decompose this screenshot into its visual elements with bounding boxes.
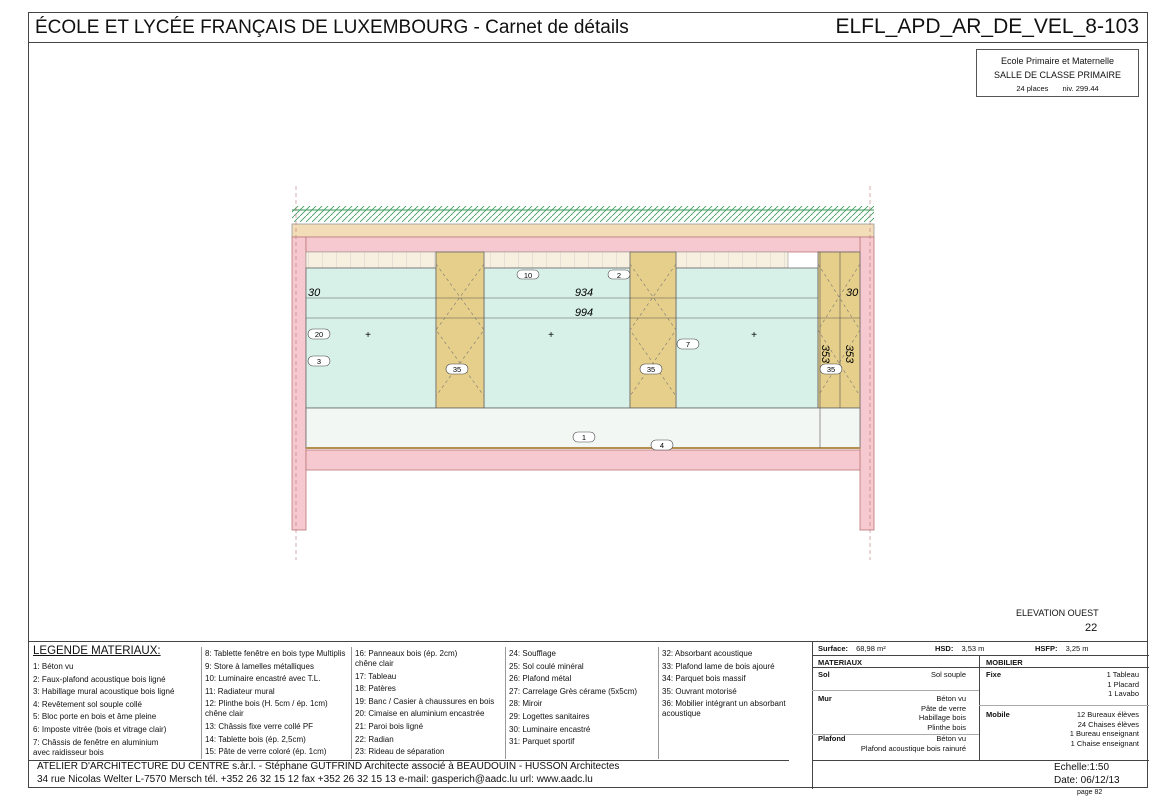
- room-places: 24 places: [1016, 84, 1049, 93]
- tag-label: 10: [523, 271, 533, 280]
- dim-height-a: 353: [819, 344, 831, 364]
- mobile-label: Mobile: [986, 710, 1010, 719]
- drawing-code: ELFL_APD_AR_DE_VEL_8-103: [835, 15, 1139, 38]
- mobile-value: 1 Chaise enseignant: [1070, 738, 1139, 748]
- legend-item: 7: Châssis de fenêtre en aluminium: [33, 737, 159, 747]
- mobile-value: 24 Chaises élèves: [1077, 719, 1139, 729]
- center-mark: +: [365, 330, 371, 341]
- materiaux-header: MATERIAUX: [818, 658, 863, 667]
- legend-item: 6: Imposte vitrée (bois et vitrage clair): [33, 724, 167, 734]
- left-wall: [292, 237, 306, 530]
- legend-item: 24: Soufflage: [509, 649, 557, 658]
- legend-item: 33: Plafond lame de bois ajouré: [662, 661, 775, 671]
- footer-address: 34 rue Nicolas Welter L-7570 Mersch tél. +352 26 32 15 12 fax +352 26 32 15 13 e-mail: gasperich@aadc.lu url: www.aadc.lu: [37, 774, 593, 785]
- hsd-value: 3,53 m: [961, 644, 985, 653]
- page-number: page 82: [1077, 789, 1103, 796]
- dim-left: 30: [308, 287, 321, 299]
- legend-item: 25: Sol coulé minéral: [509, 661, 584, 671]
- legend-item: 20: Cimaise en aluminium encastrée: [355, 709, 485, 719]
- fixe-value: 1 Tableau: [1106, 670, 1139, 679]
- tag-label: 35: [646, 365, 656, 374]
- tag-35: [640, 364, 662, 374]
- fixe-value: 1 Placard: [1107, 679, 1139, 689]
- mur-value: Habillage bois: [918, 713, 966, 722]
- mur-value: Pâte de verre: [920, 703, 966, 713]
- center-mark: +: [548, 330, 554, 341]
- legend-item: 11: Radiateur mural: [205, 686, 275, 696]
- tag-2: [608, 270, 630, 280]
- fixe-label: Fixe: [986, 670, 1002, 679]
- hsfp-label: HSFP:: [1035, 644, 1058, 653]
- motorized-opening: [630, 252, 676, 408]
- mobile-value: 12 Bureaux élèves: [1076, 710, 1139, 719]
- legend-item: 23: Rideau de séparation: [355, 747, 445, 757]
- tag-label: 7: [685, 340, 691, 349]
- legend-item: 8: Tablette fenêtre en bois type Multiplis: [205, 649, 346, 658]
- elevation-label: ELEVATION OUEST: [1016, 608, 1099, 618]
- legend-title: LEGENDE MATERIAUX:: [33, 645, 161, 657]
- plafond-value: Plafond acoustique bois rainuré: [860, 743, 966, 753]
- dim-height-b: 353: [843, 344, 855, 364]
- roof-slab: [292, 224, 874, 237]
- tag-35: [446, 364, 468, 374]
- right-wall: [860, 237, 874, 530]
- legend-item: 3: Habillage mural acoustique bois ligné: [33, 687, 175, 697]
- plafond-value: Béton vu: [936, 734, 966, 743]
- legend-item: 35: Ouvrant motorisé: [662, 686, 737, 696]
- dim-inner: 934: [574, 287, 594, 299]
- legend-item: 13: Châssis fixe verre collé PF: [205, 721, 314, 731]
- sol-value: Sol souple: [930, 670, 966, 679]
- legend-item: chêne clair: [355, 659, 394, 668]
- tag-4: [651, 440, 673, 450]
- legend-item: 14: Tablette bois (ép. 2,5cm): [205, 734, 306, 744]
- date-text: Date: 06/12/13: [1054, 775, 1120, 786]
- floor-slab: [306, 450, 860, 470]
- legend-item: 29: Logettes sanitaires: [509, 711, 590, 721]
- tag-10: [517, 270, 539, 280]
- legend-item: 34: Parquet bois massif: [662, 674, 746, 684]
- legend-item: 5: Bloc porte en bois et âme pleine: [33, 712, 157, 722]
- tag-label: 2: [616, 271, 622, 280]
- legend-item: 32: Absorbant acoustique: [662, 649, 753, 658]
- mobile-value: 1 Bureau enseignant: [1069, 729, 1139, 738]
- fixe-value: 1 Lavabo: [1108, 689, 1139, 698]
- window-panel: [484, 268, 630, 408]
- legend-item: chêne clair: [205, 709, 244, 719]
- tag-label: 35: [452, 365, 462, 374]
- tag-label: 1: [581, 433, 587, 442]
- top-beam: [306, 237, 860, 252]
- legend-item: 1: Béton vu: [33, 662, 74, 671]
- legend-item: 19: Banc / Casier à chaussures en bois: [355, 696, 495, 706]
- legend-item: 31: Parquet sportif: [509, 737, 575, 747]
- motorized-opening: [436, 252, 484, 408]
- elevation-number: 22: [1085, 622, 1098, 634]
- window-panel: [676, 268, 818, 408]
- project-title: ÉCOLE ET LYCÉE FRANÇAIS DE LUXEMBOURG - Carnet de détails: [35, 17, 629, 38]
- legend-item: 30: Luminaire encastré: [509, 724, 591, 734]
- legend-item: 28: Miroir: [509, 699, 543, 709]
- mur-value: Béton vu: [936, 694, 966, 703]
- center-mark: +: [751, 330, 757, 341]
- hsfp-value: 3,25 m: [1065, 644, 1089, 653]
- dim-total: 994: [574, 307, 594, 319]
- tag-label: 4: [659, 441, 665, 450]
- legend-item: 26: Plafond métal: [509, 674, 572, 684]
- tag-35: [820, 364, 842, 374]
- motorized-opening: [818, 252, 860, 408]
- room-line-1: Ecole Primaire et Maternelle: [1000, 56, 1115, 66]
- plafond-label: Plafond: [818, 734, 846, 743]
- legend-item: 2: Faux-plafond acoustique bois ligné: [33, 674, 166, 684]
- room-level: niv. 299.44: [1062, 84, 1099, 93]
- acoustic-ceiling: [306, 252, 788, 268]
- legend-item: 12: Plinthe bois (H. 5cm / ép. 1cm): [205, 699, 328, 709]
- mobilier-header: MOBILIER: [986, 658, 1023, 667]
- legend-item: 10: Luminaire encastré avec T.L.: [205, 674, 321, 684]
- legend-item: 22: Radian: [355, 734, 394, 744]
- tag-label: 3: [316, 357, 322, 366]
- legend-item: 18: Patères: [355, 684, 396, 694]
- legend-item: 4: Revêtement sol souple collé: [33, 699, 142, 709]
- legend-item: 27: Carrelage Grès cérame (5x5cm): [509, 686, 638, 696]
- green-roof: [292, 206, 874, 222]
- tag-20: [308, 329, 330, 339]
- dim-right: 30: [846, 287, 859, 299]
- legend-item: avec raidisseur bois: [33, 747, 104, 757]
- tag-label: 35: [826, 365, 836, 374]
- legend-item: 9: Store à lamelles métalliques: [205, 661, 314, 671]
- room-line-2: SALLE DE CLASSE PRIMAIRE: [993, 70, 1122, 80]
- tag-label: 20: [314, 330, 324, 339]
- mur-label: Mur: [818, 694, 832, 703]
- tag-7: [677, 339, 699, 349]
- mur-value: Plinthe bois: [927, 722, 966, 732]
- hsd-label: HSD:: [935, 644, 954, 653]
- legend-item: 21: Paroi bois ligné: [355, 721, 424, 731]
- sol-label: Sol: [818, 670, 830, 679]
- legend-item: 16: Panneaux bois (ép. 2cm): [355, 649, 458, 658]
- surface-label: Surface:: [818, 644, 849, 653]
- legend-item: 15: Pâte de verre coloré (ép. 1cm): [205, 747, 327, 757]
- footer-firm: ATELIER D'ARCHITECTURE DU CENTRE s.àr.l. - Stéphane GUTFRIND Architecte associé à BEAUDOUIN - HUSSON Architectes: [37, 761, 620, 772]
- legend-item: 17: Tableau: [355, 671, 397, 681]
- tag-3: [308, 356, 330, 366]
- legend-item: acoustique: [662, 709, 701, 719]
- scale-text: Echelle:1:50: [1054, 762, 1110, 773]
- legend-item: 36: Mobilier intégrant un absorbant: [662, 699, 786, 709]
- tag-1: [573, 432, 595, 442]
- surface-value: 68,98 m²: [856, 644, 886, 653]
